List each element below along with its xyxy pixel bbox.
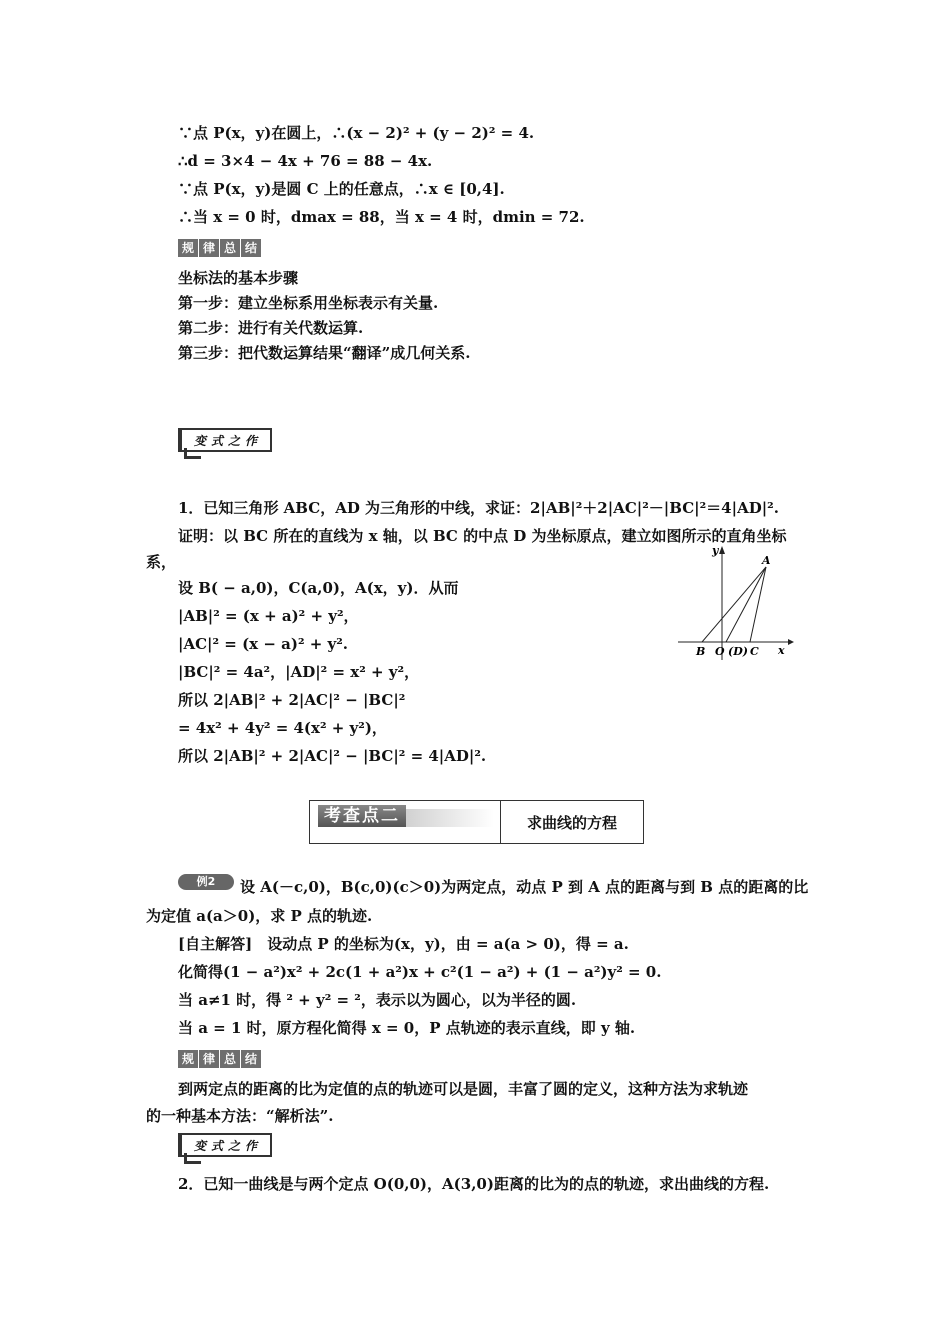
- side-AC: [750, 567, 766, 642]
- proof-line-2: 系，: [146, 553, 177, 571]
- example-2-tag: 例2: [178, 874, 234, 890]
- answer-line-1: [自主解答] 设动点 P 的坐标为(x，y)，由 = a(a > 0)，得 = a.: [178, 935, 629, 953]
- step-2: 第二步：进行有关代数运算.: [178, 319, 364, 337]
- summary-2-line-2: 的一种基本方法：“解析法”.: [146, 1107, 334, 1125]
- solution-line-4: ∴当 x = 0 时，dmax = 88，当 x = 4 时，dmin = 72.: [178, 208, 585, 226]
- proof-line-4: |AB|² = (x + a)² + y²，: [178, 607, 359, 625]
- triangle-figure: [672, 542, 794, 664]
- label-x: x: [778, 644, 785, 657]
- summary-title: 坐标法的基本步骤: [178, 269, 299, 287]
- example-2-line-2: 为定值 a(a＞0)，求 P 点的轨迹.: [146, 907, 373, 925]
- step-3: 第三步：把代数运算结果“翻译”成几何关系.: [178, 344, 471, 362]
- label-C: C: [750, 645, 759, 658]
- example-2-line-1: 设 A(－c,0)，B(c,0)(c＞0)为两定点，动点 P 到 A 点的距离与到 B 点的距离的比: [240, 878, 809, 896]
- summary-badge-2: 规 律 总 结: [178, 1050, 261, 1068]
- variant-badge-2: 变 式 之 作: [178, 1133, 268, 1161]
- proof-line-1: 证明：以 BC 所在的直线为 x 轴，以 BC 的中点 D 为坐标原点，建立如图所示的直角坐标: [178, 527, 787, 545]
- exercise-2-question: 2．已知一曲线是与两个定点 O(0,0)，A(3,0)距离的比为的点的轨迹，求出曲线的方程.: [178, 1175, 770, 1193]
- median-AD: [726, 567, 766, 642]
- solution-line-2: ∴d = 3×4 − 4x + 76 = 88 − 4x.: [178, 152, 433, 170]
- summary-2-line-1: 到两定点的距离的比为定值的点的轨迹可以是圆，丰富了圆的定义，这种方法为求轨迹: [178, 1080, 749, 1098]
- answer-line-2: 化简得(1 − a²)x² + 2c(1 + a²)x + c²(1 − a²) + (1 − a²)y² = 0.: [178, 963, 662, 981]
- topic-tag: 考查点二: [318, 805, 406, 827]
- y-axis-arrow: [719, 546, 725, 554]
- x-axis-arrow: [788, 639, 794, 645]
- label-O: O: [715, 645, 725, 658]
- label-y: y: [712, 544, 719, 557]
- step-1: 第一步：建立坐标系用坐标表示有关量.: [178, 294, 439, 312]
- proof-line-3: 设 B( − a,0)，C(a,0)，A(x，y)．从而: [178, 579, 459, 597]
- side-AB: [702, 567, 766, 642]
- topic-header-table: [309, 800, 644, 844]
- solution-line-1: ∵点 P(x，y)在圆上，∴(x − 2)² + (y − 2)² = 4.: [178, 124, 535, 142]
- proof-line-7: 所以 2|AB|² + 2|AC|² − |BC|²: [178, 691, 406, 709]
- proof-line-6: |BC|² = 4a²，|AD|² = x² + y²，: [178, 663, 420, 681]
- proof-line-9: 所以 2|AB|² + 2|AC|² − |BC|² = 4|AD|².: [178, 747, 487, 765]
- answer-line-4: 当 a = 1 时，原方程化简得 x = 0，P 点轨迹的表示直线，即 y 轴.: [178, 1019, 636, 1037]
- exercise-1-question: 1．已知三角形 ABC，AD 为三角形的中线，求证：2|AB|²＋2|AC|²－|BC|²＝4|AD|².: [178, 499, 779, 517]
- answer-line-3: 当 a≠1 时，得 ² + y² = ²，表示以为圆心，以为半径的圆.: [178, 991, 577, 1009]
- label-A: A: [762, 554, 771, 567]
- summary-badge: 规 律 总 结: [178, 239, 261, 257]
- proof-line-8: = 4x² + 4y² = 4(x² + y²)，: [178, 719, 387, 737]
- label-D: (D): [728, 645, 748, 658]
- topic-title: 求曲线的方程: [526, 813, 617, 832]
- variant-badge: 变 式 之 作: [178, 428, 268, 456]
- label-B: B: [696, 645, 706, 658]
- proof-line-5: |AC|² = (x − a)² + y².: [178, 635, 349, 653]
- solution-line-3: ∵点 P(x，y)是圆 C 上的任意点，∴x ∈ [0,4].: [178, 180, 505, 198]
